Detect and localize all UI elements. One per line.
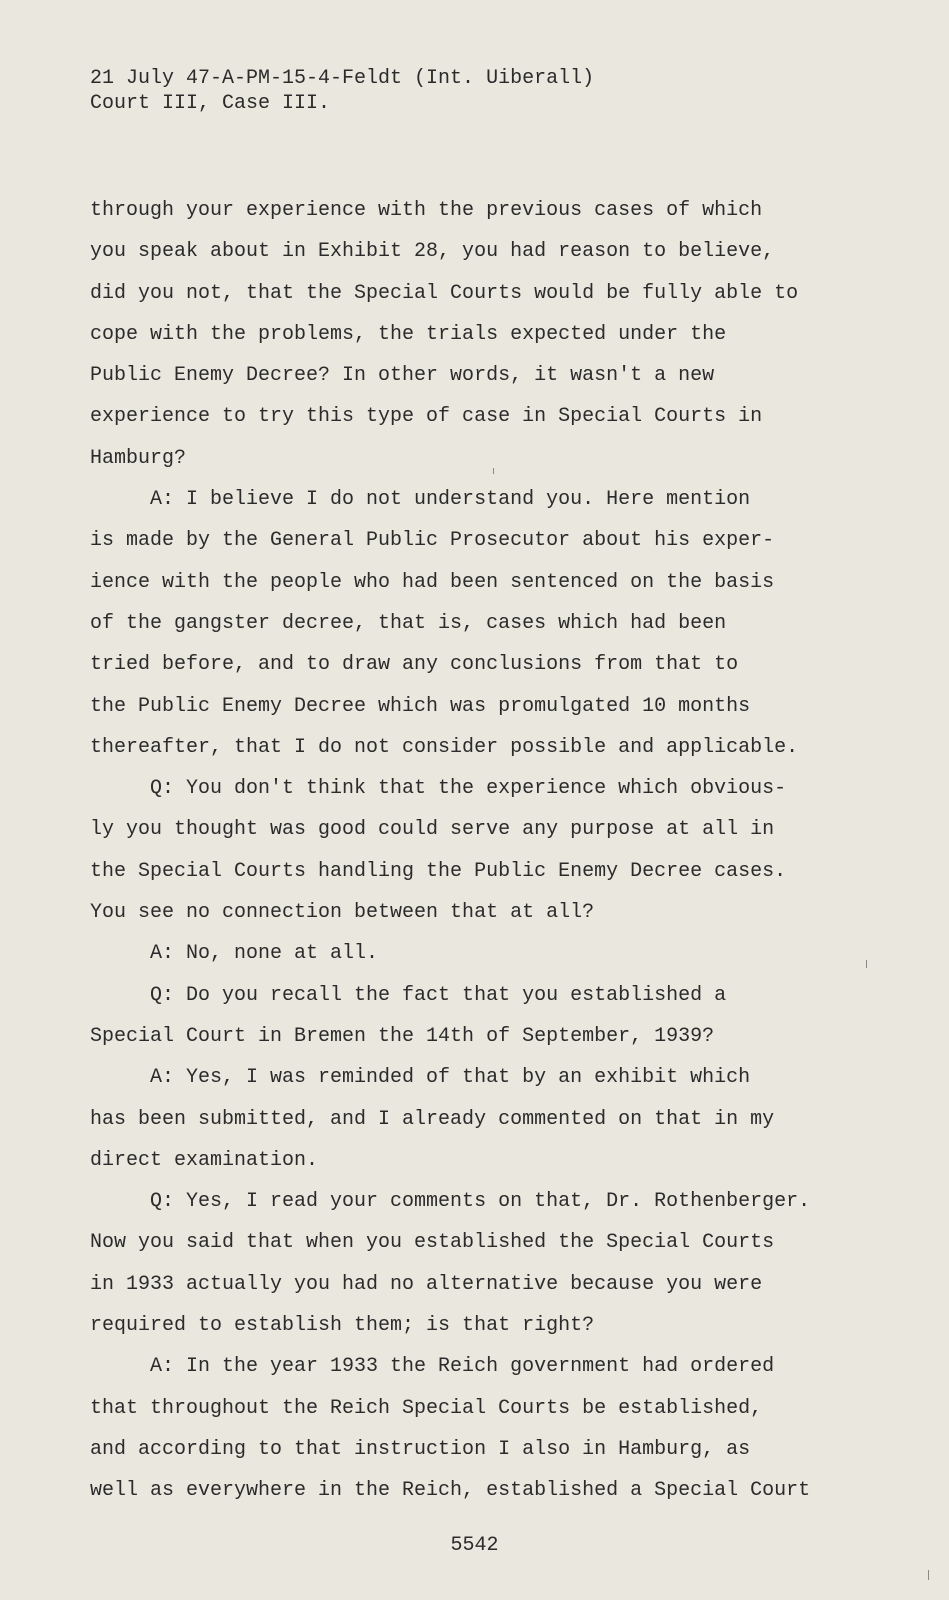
transcript-line: the Public Enemy Decree which was promulgated 10 months [90,694,751,718]
transcript-line: Q: Yes, I read your comments on that, Dr. Rothenberger. [90,1190,811,1214]
transcript-line: and according to that instruction I also in Hamburg, as [90,1437,751,1461]
transcript-line: experience to try this type of case in Special Courts in [90,405,763,429]
transcript-line: did you not, that the Special Courts would be fully able to [90,281,799,305]
transcript-line: A: In the year 1933 the Reich government had ordered [90,1355,775,1379]
transcript-line: Q: Do you recall the fact that you established a [90,983,727,1007]
transcript-line: ience with the people who had been sentenced on the basis [90,570,775,594]
transcript-line: through your experience with the previous cases of which [90,199,763,222]
transcript-line: You see no connection between that at all? [90,901,595,925]
transcript-line: that throughout the Reich Special Courts be established, [90,1396,763,1420]
header-line-1: 21 July 47-A-PM-15-4-Feldt (Int. Uiberall) [90,67,595,90]
transcript-line: Q: You don't think that the experience which obvious- [90,777,787,801]
transcript-line: Special Court in Bremen the 14th of September, 1939? [90,1024,715,1048]
paper-speck [866,960,867,968]
transcript-line: ly you thought was good could serve any purpose at all in [90,818,775,842]
transcript-line: A: No, none at all. [90,942,379,966]
transcript-line: Public Enemy Decree? In other words, it wasn't a new [90,364,715,388]
paper-speck [928,1570,929,1580]
transcript-line: is made by the General Public Prosecutor about his exper- [90,529,775,553]
transcript-line: the Special Courts handling the Public Enemy Decree cases. [90,859,787,883]
transcript-line: you speak about in Exhibit 28, you had reason to believe, [90,240,775,264]
transcript-line: Hamburg? [90,446,187,470]
transcript-line: of the gangster decree, that is, cases which had been [90,611,727,635]
transcript-line: thereafter, that I do not consider possible and applicable. [90,735,799,759]
paper-speck [493,468,494,474]
transcript-line: has been submitted, and I already commented on that in my [90,1107,775,1131]
transcript-line: in 1933 actually you had no alternative because you were [90,1272,763,1296]
transcript-line: A: I believe I do not understand you. Here mention [90,488,751,512]
transcript-line: direct examination. [90,1148,319,1172]
transcript-line: Now you said that when you established the Special Courts [90,1231,775,1255]
document-header [90,66,594,116]
transcript-line: required to establish them; is that right? [90,1314,595,1338]
transcript-line: cope with the problems, the trials expected under the [90,322,727,346]
transcript-line: tried before, and to draw any conclusions from that to [90,653,739,677]
transcript-line: well as everywhere in the Reich, established a Special Court [90,1479,811,1503]
transcript-line: A: Yes, I was reminded of that by an exhibit which [90,1066,751,1090]
page-number: 5542 [450,1534,499,1557]
header-line-2: Court III, Case III. [90,92,331,115]
transcript-body [90,190,930,1512]
